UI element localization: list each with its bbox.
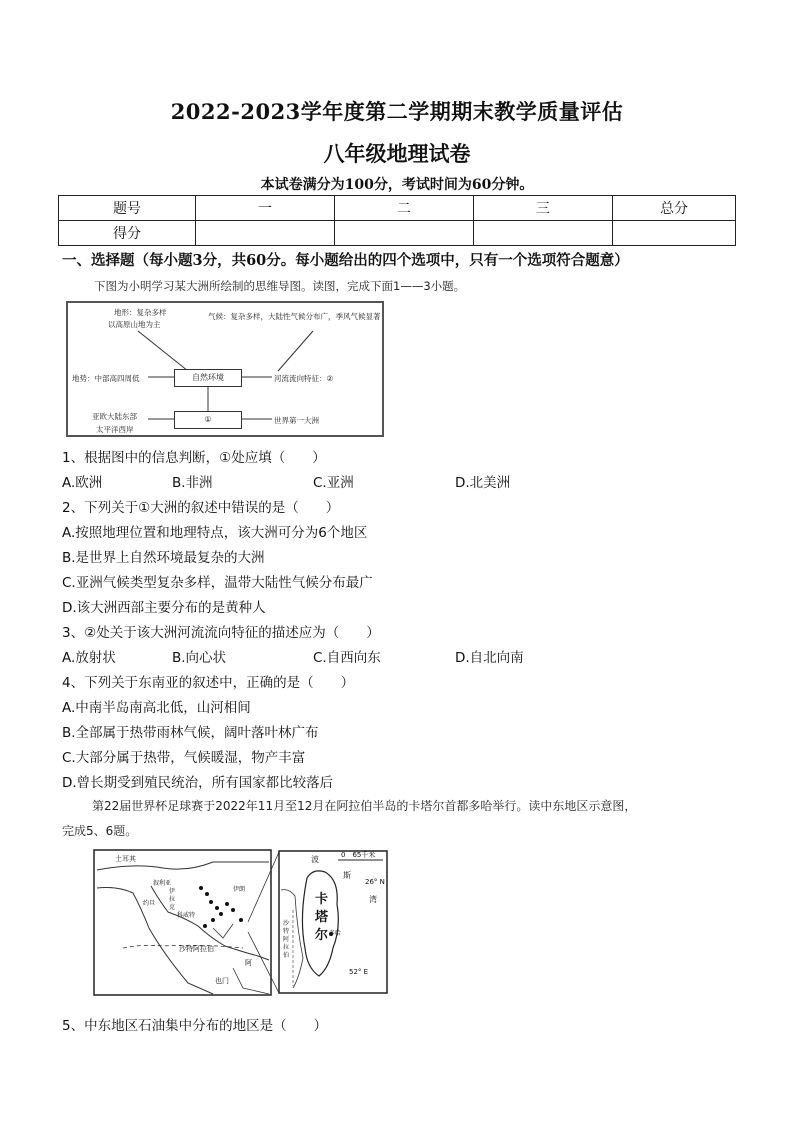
center-node: 自然环境 [174,369,242,387]
score-cell: 三 [474,196,613,221]
option-a[interactable]: A.中南半岛南高北低，山河相间 [62,700,251,716]
option-b[interactable]: B.全部属于热带雨林气候，阔叶落叶林广布 [62,725,319,741]
label-syria: 叙利亚 [153,880,172,887]
label-qatar-2: 塔 [315,910,329,925]
label-gulf-3: 湾 [369,895,377,904]
score-table-row-score [59,221,736,246]
score-input-cell[interactable] [474,221,613,246]
score-input-cell[interactable] [196,221,335,246]
terrain-label-2: 以高原山地为主 [108,320,161,329]
label-jordan: 约旦 [143,900,156,907]
location-label-2: 太平洋西岸 [96,425,134,434]
option-b[interactable]: B.是世界上自然环境最复杂的大洲 [62,550,265,566]
score-input-cell[interactable] [335,221,474,246]
score-cell: 二 [335,196,474,221]
label-qatar: 卡 [315,892,329,907]
option-c[interactable]: C.亚洲 [313,475,354,491]
climate-label: 气候：复杂多样，大陆性气候分布广，季风气候显著 [208,312,381,321]
exam-title: 2022-2023学年度第二学期期末教学质量评估 [170,99,624,124]
latitude-label: 26° N [365,878,385,886]
label-saudi-arabia: 沙特阿拉伯 [179,945,214,953]
option-c[interactable]: C.自西向东 [313,650,381,666]
relief-label: 地势：中部高四周低 [72,374,140,383]
label-gulf-2: 斯 [343,871,351,880]
score-cell: 总分 [613,196,736,221]
option-d[interactable]: D.该大洲西部主要分布的是黄种人 [62,600,266,616]
passage-line-2: 完成5、6题。 [62,824,138,838]
middle-east-map [93,848,390,998]
score-cell: 得分 [59,221,196,246]
label-oman: 阿 [245,959,252,967]
option-a[interactable]: A.欧洲 [62,475,103,491]
score-table-row-header [59,196,736,221]
exam-note: 本试卷满分为100分，考试时间为60分钟。 [260,177,534,193]
label-turkey: 土耳其 [115,855,136,863]
score-table [58,195,736,246]
passage-line-1: 第22届世界杯足球赛于2022年11月至12月在阿拉伯半岛的卡塔尔首都多哈举行。读中东地区示意图， [92,799,637,813]
mind-map [66,301,384,437]
label-gulf: 波 [311,855,319,864]
label-iran: 伊朗 [233,886,246,893]
option-d[interactable]: D.北美洲 [455,475,511,491]
score-cell: 题号 [59,196,196,221]
label-saudi-inset: 沙特阿拉伯 [283,920,290,959]
option-a[interactable]: A.按照地理位置和地理特点，该大洲可分为6个地区 [62,525,368,541]
option-b[interactable]: B.向心状 [172,650,227,666]
option-d[interactable]: D.曾长期受到殖民统治，所有国家都比较落后 [62,775,334,791]
label-doha: 多哈 [329,930,342,937]
option-b[interactable]: B.非洲 [172,475,213,491]
label-yemen: 也门 [215,977,229,985]
option-a[interactable]: A.放射状 [62,650,116,666]
longitude-label: 52° E [349,968,369,976]
option-c[interactable]: C.大部分属于热带，气候暖湿，物产丰富 [62,750,306,766]
label-iraq: 伊拉克 [169,888,176,911]
score-input-cell[interactable] [613,221,736,246]
question-5: 5、中东地区石油集中分布的地区是（ ） [62,1018,328,1034]
scale-bar: 0 65千米 [341,851,376,859]
question-1: 1、根据图中的信息判断，①处应填（ ） [62,450,326,466]
label-kuwait: 科威特 [177,912,196,919]
blank-node: ① [174,411,242,429]
option-c[interactable]: C.亚洲气候类型复杂多样，温带大陆性气候分布最广 [62,575,373,591]
section-intro: 下图为小明学习某大洲所绘制的思维导图。读图，完成下面1——3小题。 [94,279,466,293]
label-qatar-3: 尔 [315,928,329,943]
section-heading: 一、选择题（每小题3分，共60分。每小题给出的四个选项中，只有一个选项符合题意） [62,252,629,269]
location-label: 亚欧大陆东部 [92,412,137,421]
terrain-label: 地形：复杂多样 [114,308,167,317]
question-4: 4、下列关于东南亚的叙述中，正确的是（ ） [62,675,355,691]
exam-subtitle: 八年级地理试卷 [323,141,471,166]
rivers-label: 河流流向特征：② [274,374,334,383]
option-d[interactable]: D.自北向南 [455,650,524,666]
largest-label: 世界第一大洲 [274,416,319,425]
score-cell: 一 [196,196,335,221]
question-3: 3、②处关于该大洲河流流向特征的描述应为（ ） [62,625,380,641]
question-2: 2、下列关于①大洲的叙述中错误的是（ ） [62,500,340,516]
